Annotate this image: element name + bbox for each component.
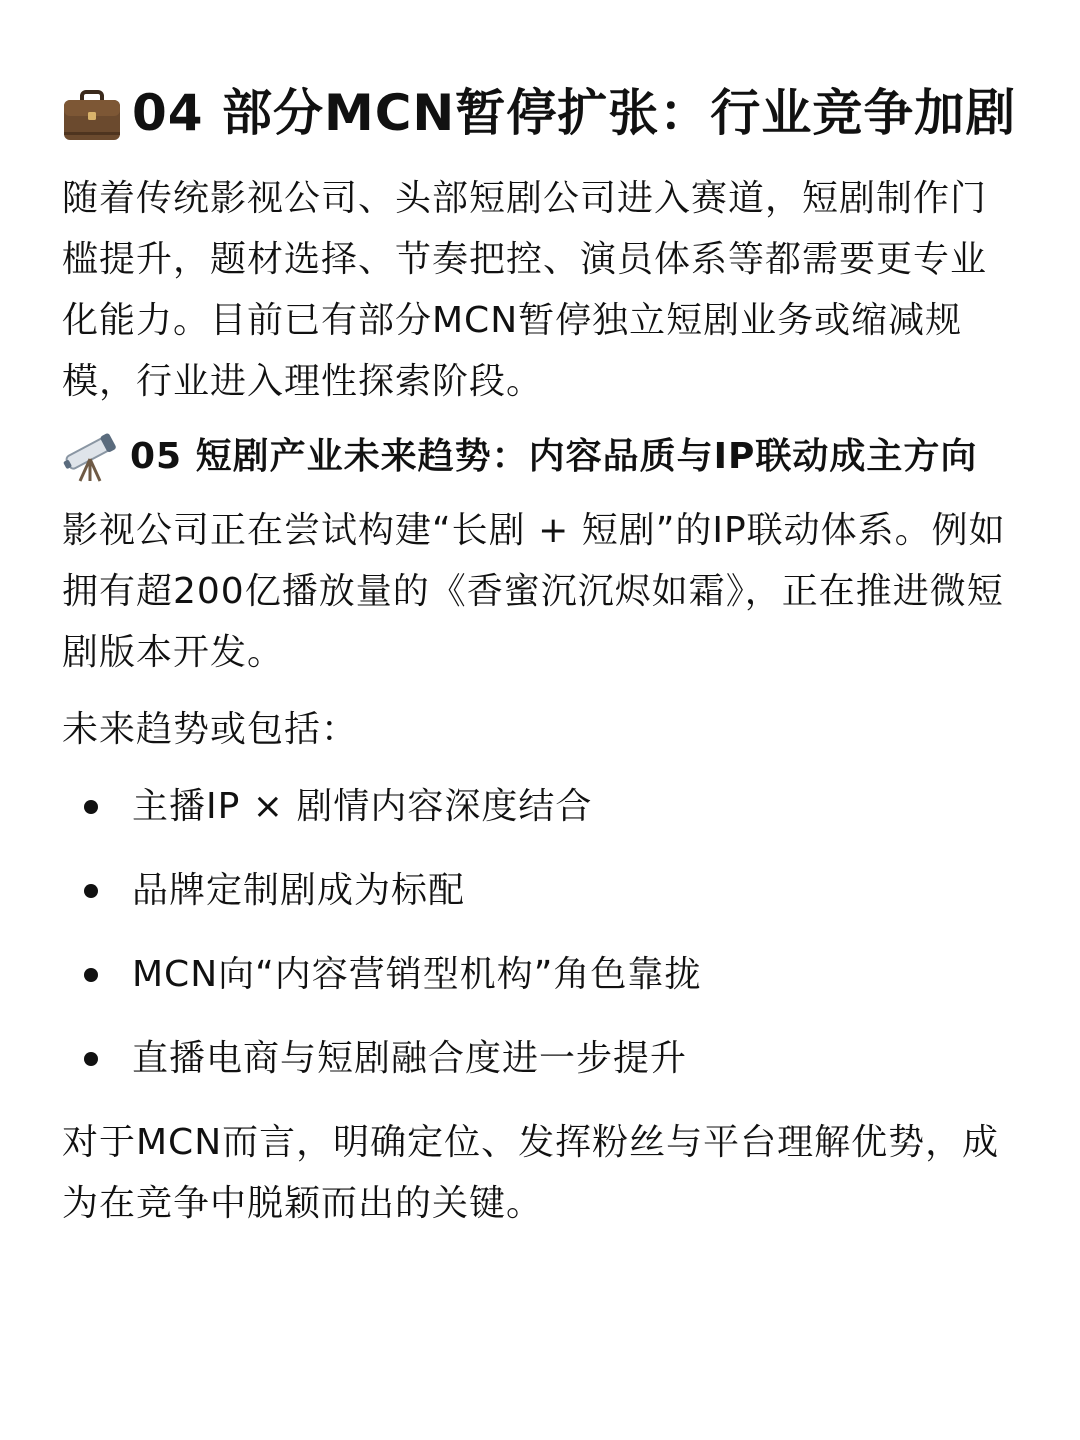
section-4-title: 04 部分MCN暂停扩张：行业竞争加剧: [132, 84, 1017, 142]
telescope-icon: [62, 433, 120, 483]
bullet-icon: [84, 884, 98, 898]
bullet-icon: [84, 1052, 98, 1066]
section-4-paragraph: 随着传统影视公司、头部短剧公司进入赛道，短剧制作门槛提升，题材选择、节奏把控、演员体系等都需要更专业化能力。目前已有部分MCN暂停独立短剧业务或缩减规模，行业进入理性探索阶段。: [62, 178, 988, 402]
list-item: 品牌定制剧成为标配: [62, 860, 1018, 921]
section-4-heading: [62, 78, 1018, 148]
list-item: 直播电商与短剧融合度进一步提升: [62, 1028, 1018, 1089]
conclusion-paragraph: 对于MCN而言，明确定位、发挥粉丝与平台理解优势，成为在竞争中脱颖而出的关键。: [62, 1122, 1000, 1224]
briefcase-icon: [62, 90, 122, 144]
section-5-heading: [62, 428, 1018, 486]
bullet-icon: [84, 968, 98, 982]
list-item: 主播IP × 剧情内容深度结合: [62, 776, 1018, 837]
trends-list: [62, 776, 1018, 1089]
section-5-title: 05 短剧产业未来趋势：内容品质与IP联动成主方向: [130, 436, 978, 477]
section-5-paragraph: 影视公司正在尝试构建“长剧 + 短剧”的IP联动体系。例如拥有超200亿播放量的《香蜜沉沉烬如霜》，正在推进微短剧版本开发。: [62, 510, 1006, 673]
bullet-icon: [84, 800, 98, 814]
trends-intro: 未来趋势或包括：: [62, 709, 359, 750]
list-item: MCN向“内容营销型机构”角色靠拢: [62, 944, 1018, 1005]
